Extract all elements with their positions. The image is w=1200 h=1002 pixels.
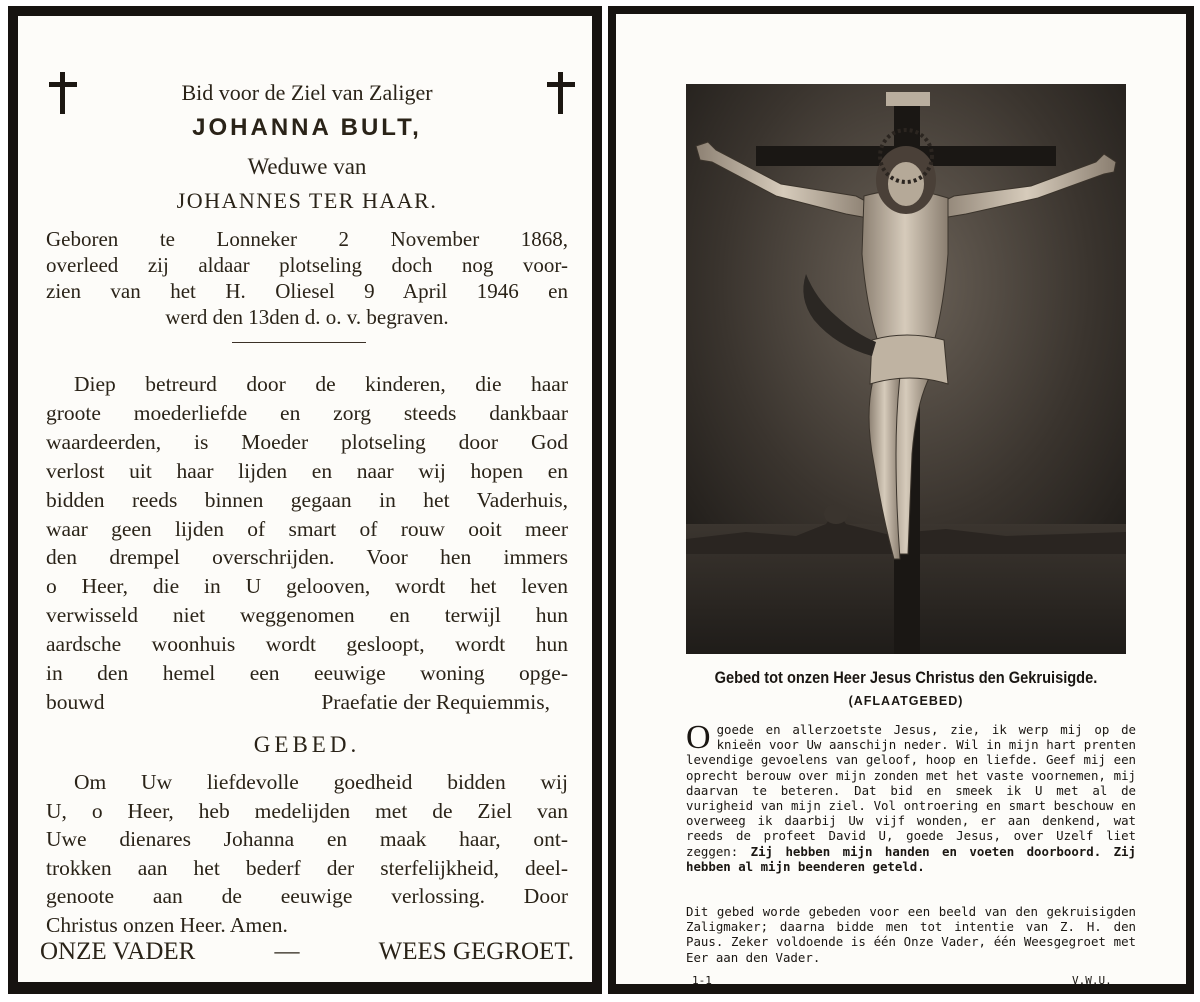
indulgence-prayer-quote: Zij hebben mijn handen en voeten doorboord. Zij hebben al mijn beenderen geteld. [686, 843, 1136, 874]
paragraph-last-word: bouwd [46, 689, 105, 714]
memorial-card-text [8, 6, 602, 994]
closing-prayers [40, 938, 574, 966]
birth-death-text [46, 226, 568, 330]
prayer-text [46, 768, 568, 939]
wees-gegroet: WEES GEGROET. [378, 938, 574, 965]
crucifix-illustration [686, 84, 1126, 654]
paragraph-line: Diep betreurd door de kinderen, die haar [74, 372, 568, 396]
born-line: zien van het H. Oliesel 9 April 1946 en [46, 279, 568, 303]
widow-of-line: Weduwe van [247, 154, 367, 179]
crucifix-image [686, 84, 1126, 654]
intro-line: Bid voor de Ziel van Zaliger [181, 80, 433, 105]
memorial-card-image-panel [616, 14, 1186, 984]
paragraph-line: den drempel overschrijden. Voor hen immers [46, 545, 568, 570]
drop-cap: O [686, 719, 711, 756]
prayer-line: Christus onzen Heer. Amen. [46, 912, 288, 937]
prayer-caption-title: Gebed tot onzen Heer Jesus Christus den Gekruisigde. [714, 668, 1098, 687]
paragraph-line: waar geen lijden of smart of rouw ooit meer [46, 516, 568, 541]
memorial-card-image [608, 6, 1194, 994]
born-line: Geboren te Lonneker 2 November 1868, [46, 227, 568, 251]
divider [232, 342, 366, 343]
mourning-paragraph [46, 370, 568, 717]
closing-dash: — [274, 938, 300, 965]
prayer-instructions: Dit gebed worde gebeden voor een beeld van den gekruisigden Zaligmaker; daarna bidde men tot intentie van Z. H. den Paus. Zeker voldoende is één Onze Vader, één Weesgegroet met Eer aan den Vader. [686, 904, 1136, 965]
prayer-heading: GEBED. [253, 732, 361, 757]
source-citation: Praefatie der Requiemmis, [321, 689, 550, 714]
paragraph-last-line [46, 688, 568, 717]
prayer-line: Om Uw liefdevolle goedheid bidden wij [74, 770, 568, 794]
prayer-line: Uwe dienares Johanna en maak haar, ont- [46, 827, 568, 851]
born-line: overleed zij aldaar plotseling doch nog voor- [46, 253, 568, 277]
husband-name: JOHANNES TER HAAR. [176, 188, 438, 213]
onze-vader: ONZE VADER [40, 938, 196, 965]
indulgence-prayer [686, 719, 1136, 874]
indulgence-prayer-body: goede en allerzoetste Jesus, zie, ik werp mij op de knieën voor Uw aanschijn neder. Wil in mijn hart prenten levendige gevoelens van geloof, hoop en liefde. Geef mij een oprecht berouw over mijn zonden met het vaste voornemen, mij daarvan te beteren. Dat bid en smeek ik U met al de vurigheid van mijn ziel. Vol ontroering en smart beschouw en overweeg ik daarbij Uw vijf wonden, er aan denkend, wat reeds de profeet David U, goede Jesus, over Uzelf liet zeggen: [686, 722, 1136, 859]
prayer-line: genoote aan de eeuwige verlossing. Door [46, 884, 568, 908]
prayer-line: trokken aan het bederf der sterfelijkheid, deel- [46, 855, 568, 880]
paragraph-line: aardsche woonhuis wordt gesloopt, wordt hun [46, 632, 568, 657]
print-code: 1-1 [692, 974, 712, 984]
paragraph-line: bidden reeds binnen gegaan in het Vaderhuis, [46, 487, 568, 512]
paragraph-line: verlost uit haar lijden en naar wij hopen en [46, 458, 568, 483]
paragraph-line: o Heer, die in U gelooven, wordt het leven [46, 574, 568, 599]
memorial-card-text-panel [18, 16, 592, 982]
deceased-name: JOHANNA BULT, [192, 114, 422, 141]
paragraph-line: in den hemel een eeuwige woning opge- [46, 661, 568, 686]
publisher-mark: V.W.U. [1072, 974, 1112, 984]
prayer-line: U, o Heer, heb medelijden met de Ziel van [46, 798, 568, 823]
born-line: werd den 13den d. o. v. begraven. [165, 305, 449, 329]
paragraph-line: verwisseld niet weggenomen en terwijl hun [46, 603, 568, 628]
paragraph-line: groote moederliefde en zorg steeds dankbaar [46, 400, 568, 425]
prayer-caption-subtitle: (AFLAATGEBED) [848, 694, 964, 708]
paragraph-line: waardeerden, is Moeder plotseling door God [46, 429, 568, 454]
